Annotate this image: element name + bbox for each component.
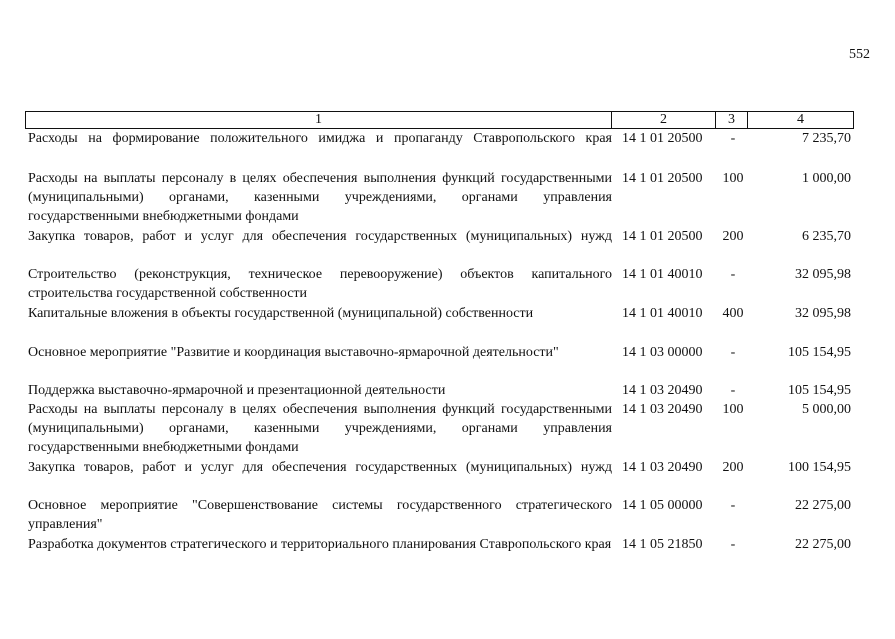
row-name: Основное мероприятие "Совершенствование системы государственного стратегического управления" <box>28 498 612 532</box>
row-code: 14 1 01 40010 <box>622 306 703 321</box>
header-col-2: 2 <box>612 112 716 129</box>
row-kvr: 400 <box>722 306 744 321</box>
row-sum: 100 154,95 <box>788 460 851 475</box>
row-kvr: - <box>730 131 736 146</box>
row-sum: 105 154,95 <box>788 383 851 398</box>
page-number: 552 <box>849 47 870 62</box>
row-name: Капитальные вложения в объекты государственной (муниципальной) собственности <box>28 306 534 321</box>
row-kvr: - <box>730 345 736 360</box>
row-sum: 22 275,00 <box>795 537 851 552</box>
row-sum: 7 235,70 <box>802 131 851 146</box>
row-code: 14 1 03 20490 <box>622 460 703 475</box>
header-col-1: 1 <box>26 112 612 129</box>
row-kvr: 100 <box>722 402 744 417</box>
row-kvr: - <box>730 267 736 282</box>
row-sum: 22 275,00 <box>795 498 851 513</box>
row-name: Строительство (реконструкция, техническое перевооружение) объектов капитального строительства государственной собственности <box>28 267 612 301</box>
row-sum: 32 095,98 <box>795 267 851 282</box>
row-kvr: 100 <box>722 171 744 186</box>
row-code: 14 1 01 20500 <box>622 131 703 146</box>
row-code: 14 1 01 40010 <box>622 267 703 282</box>
row-sum: 1 000,00 <box>802 171 851 186</box>
row-name: Закупка товаров, работ и услуг для обеспечения государственных (муниципальных) нужд <box>28 460 612 475</box>
row-name: Закупка товаров, работ и услуг для обеспечения государственных (муниципальных) нужд <box>28 229 612 244</box>
row-code: 14 1 03 00000 <box>622 345 703 360</box>
row-sum: 32 095,98 <box>795 306 851 321</box>
header-col-3: 3 <box>716 112 748 129</box>
row-name: Расходы на формирование положительного имиджа и пропаганду Ставропольского края <box>28 131 612 146</box>
table-header <box>25 111 854 129</box>
row-code: 14 1 01 20500 <box>622 229 703 244</box>
row-name: Расходы на выплаты персоналу в целях обеспечения выполнения функций государственными (муниципальными) органами, казенными учреждениями, органами управления государственными внебюджетными фондами <box>28 402 612 455</box>
row-code: 14 1 03 20490 <box>622 383 703 398</box>
row-code: 14 1 05 21850 <box>622 537 703 552</box>
row-code: 14 1 03 20490 <box>622 402 703 417</box>
row-name: Расходы на выплаты персоналу в целях обеспечения выполнения функций государственными (муниципальными) органами, казенными учреждениями, органами управления государственными внебюджетными фондами <box>28 171 612 224</box>
row-name: Основное мероприятие "Развитие и координация выставочно-ярмарочной деятельности" <box>28 345 559 360</box>
row-sum: 105 154,95 <box>788 345 851 360</box>
row-kvr: - <box>730 383 736 398</box>
row-kvr: - <box>730 537 736 552</box>
row-sum: 6 235,70 <box>802 229 851 244</box>
header-col-4: 4 <box>748 112 854 129</box>
row-code: 14 1 05 00000 <box>622 498 703 513</box>
row-sum: 5 000,00 <box>802 402 851 417</box>
row-kvr: - <box>730 498 736 513</box>
row-kvr: 200 <box>722 229 744 244</box>
row-name: Поддержка выставочно-ярмарочной и презентационной деятельности <box>28 383 446 398</box>
row-name: Разработка документов стратегического и территориального планирования Ставропольского края <box>28 537 612 552</box>
row-kvr: 200 <box>722 460 744 475</box>
row-code: 14 1 01 20500 <box>622 171 703 186</box>
